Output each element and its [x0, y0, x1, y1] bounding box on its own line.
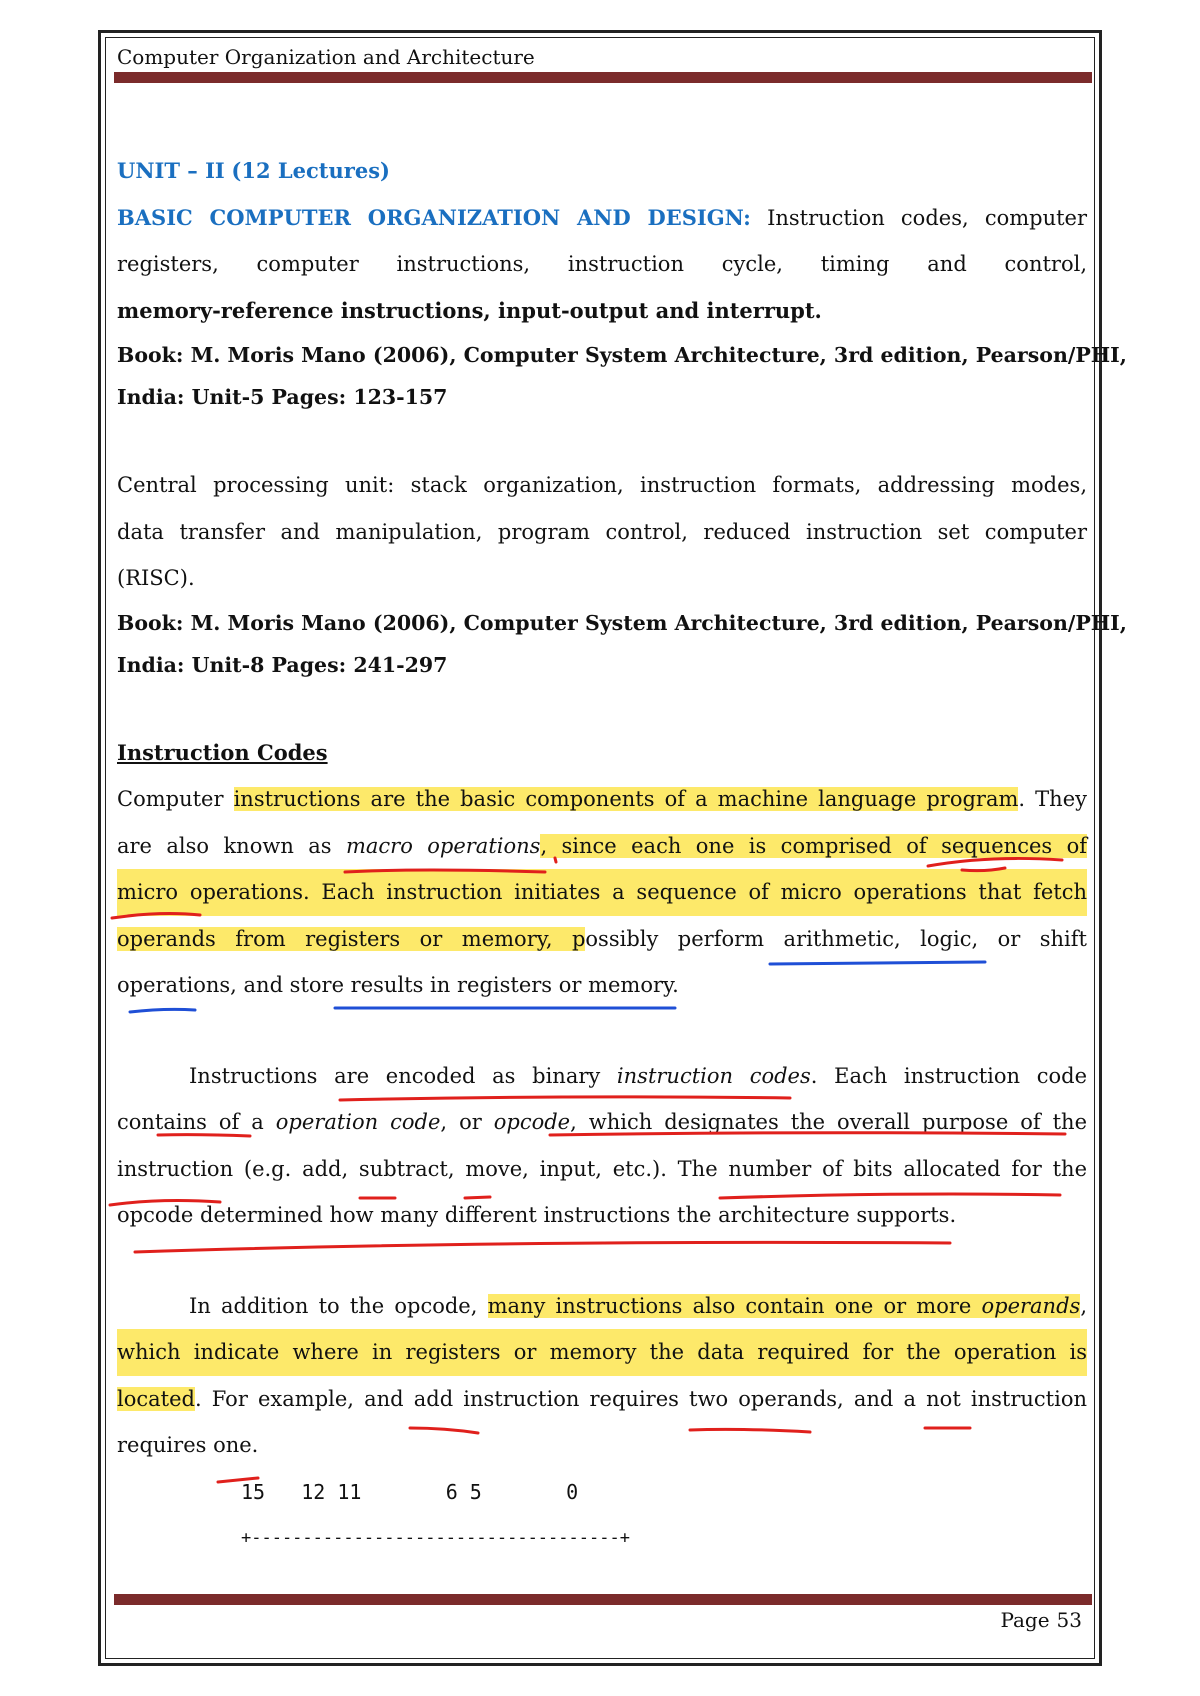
p2-line-4: opcode determined how many different instructions the architecture supports. — [117, 1203, 957, 1227]
page-body — [117, 148, 1127, 1562]
highlight: many instructions also contain one or more operands — [487, 1293, 1081, 1318]
book-reference-2-pages: India: Unit-8 Pages: 241-297 — [117, 652, 448, 677]
p1-line-5: operations, and store results in registers or memory. — [117, 973, 679, 997]
page-number: Page 53 — [1000, 1608, 1082, 1632]
footer-rule — [114, 1594, 1092, 1605]
highlight: instructions are the basic components of a machine language program — [233, 787, 1019, 811]
p2-line-1: Instructions are encoded as binary instruction codes. Each instruction code — [189, 1063, 1087, 1088]
running-header: Computer Organization and Architecture — [117, 45, 535, 69]
cpu-line-3: (RISC). — [117, 566, 195, 590]
instruction-format-bar: +------------------------------------+ — [241, 1528, 630, 1548]
syllabus-line-3: memory-reference instructions, input-output and interrupt. — [117, 297, 822, 323]
instruction-bit-positions: 15 12 11 6 5 0 — [241, 1479, 579, 1504]
cpu-line-2: data transfer and manipulation, program control, reduced instruction set computer — [117, 519, 1087, 544]
p1-line-1: Computer instructions are the basic components of a machine language program. They — [117, 787, 1087, 811]
book-reference-2: Book: M. Moris Mano (2006), Computer System Architecture, 3rd edition, Pearson/PHI, — [117, 610, 1127, 635]
p3-line-2: which indicate where in registers or memory the data required for the operation is — [117, 1329, 1087, 1376]
p3-line-4: requires one. — [117, 1433, 259, 1457]
highlight: , since each one is comprised of sequences of — [540, 833, 1087, 858]
p3-line-3: located. For example, and add instruction requires two operands, and a not instruction — [117, 1386, 1087, 1411]
p2-line-3: instruction (e.g. add, subtract, move, input, etc.). The number of bits allocated for the — [117, 1156, 1087, 1181]
syllabus-heading: BASIC COMPUTER ORGANIZATION AND DESIGN: — [117, 204, 751, 230]
highlight: operands from registers or memory, p — [117, 926, 586, 951]
p3-line-1: In addition to the opcode, many instructions also contain one or more operands, — [189, 1293, 1087, 1318]
cpu-line-1: Central processing unit: stack organization, instruction formats, addressing modes, — [117, 473, 1087, 497]
book-reference-1-pages: India: Unit-5 Pages: 123-157 — [117, 385, 448, 409]
book-reference-1: Book: M. Moris Mano (2006), Computer System Architecture, 3rd edition, Pearson/PHI, — [117, 343, 1127, 367]
syllabus-line-1: BASIC COMPUTER ORGANIZATION AND DESIGN: Instruction codes, computer — [117, 204, 1088, 230]
p1-line-2: are also known as macro operations, since each one is comprised of sequences of — [117, 833, 1087, 858]
unit-heading-row — [117, 148, 1087, 195]
header-rule — [114, 72, 1092, 83]
p1-line-3: micro operations. Each instruction initiates a sequence of micro operations that fetch — [117, 869, 1087, 916]
unit-label: UNIT – II — [117, 158, 225, 183]
section-title: Instruction Codes — [117, 739, 328, 765]
syllabus-line-2: registers, computer instructions, instruction cycle, timing and control, — [117, 252, 1087, 276]
p1-line-4: operands from registers or memory, possibly perform arithmetic, logic, or shift — [117, 926, 1087, 951]
highlight: located — [117, 1386, 195, 1411]
p2-line-2: contains of a operation code, or opcode, which designates the overall purpose of the — [117, 1110, 1088, 1134]
lecture-count: (12 Lectures) — [231, 158, 390, 183]
